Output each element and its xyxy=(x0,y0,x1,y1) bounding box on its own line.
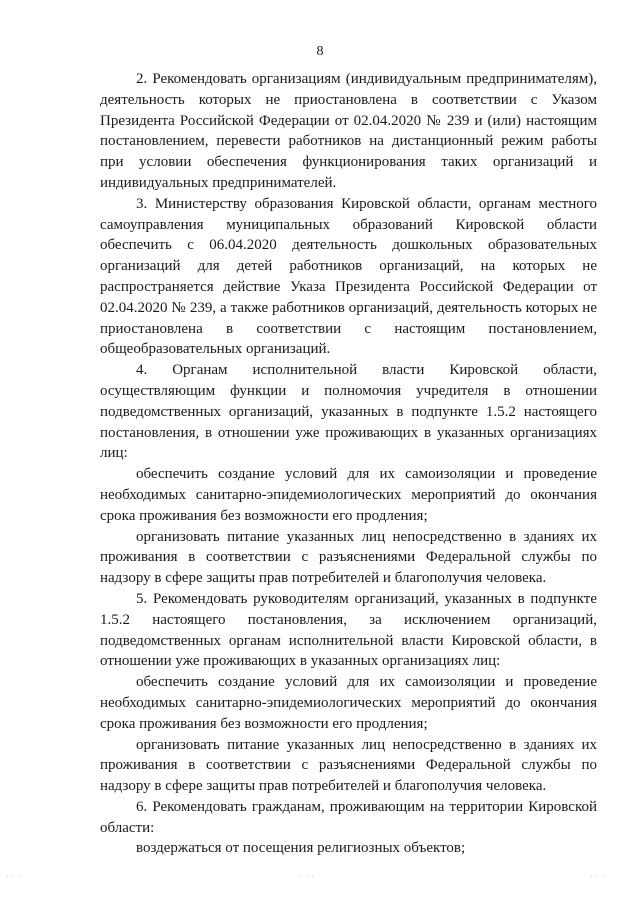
paragraph-4-executive-bodies: 4. Органам исполнительной власти Кировской области, осуществляющим функции и полномочия учредителя в отношении подведомственных организаций, указанных в подпункте 1.5.2 настоящего постановления, в отношении уже проживающих в указанных организациях лиц: xyxy=(100,362,597,462)
paragraph-5-heads-of-organizations: 5. Рекомендовать руководителям организаций, указанных в подпункте 1.5.2 настоящего постановления, за исключением организаций, подведомственных органам исполнительной власти Кировской области, в отношении уже проживающих в указанных организациях лиц: xyxy=(100,590,597,670)
page-number: 8 xyxy=(316,44,324,59)
paragraph-2-remote-work: 2. Рекомендовать организациям (индивидуальным предпринимателям), деятельность которых не приостановлена в соответствии с Указом Президента Российской Федерации от 02.04.2020 № 239 и (или) настоящим постановлением, перевести работников на дистанционный режим работы при условии обеспечения функционирования таких организаций и индивидуальных предпринимателей. xyxy=(100,71,597,191)
paragraph-6-religious-sites: воздержаться от посещения религиозных объектов; xyxy=(136,840,466,857)
scan-mark-center: . . . xyxy=(300,870,315,879)
scan-mark-left: . . . xyxy=(6,870,21,879)
paragraph-4-self-isolation: обеспечить создание условий для их самоизоляции и проведение необходимых санитарно-эпидемиологических мероприятий до окончания срока проживания без возможности его продления; xyxy=(100,466,597,524)
scan-mark-right: . . . xyxy=(590,870,605,879)
paragraph-5-self-isolation: обеспечить создание условий для их самоизоляции и проведение необходимых санитарно-эпидемиологических мероприятий до окончания срока проживания без возможности его продления; xyxy=(100,674,597,732)
paragraph-6-citizens: 6. Рекомендовать гражданам, проживающим на территории Кировской области: xyxy=(100,798,597,836)
paragraph-3-preschool: 3. Министерству образования Кировской области, органам местного самоуправления муниципальных образований Кировской области обеспечить с 06.04.2020 деятельность дошкольных образовательных организаций для детей работников организаций, на которых не распространяется действие Указа Президента Российской Федерации от 02.04.2020 № 239, а также работников организаций, деятельность которых не приостановлена в соответствии с настоящим постановлением, общеобразовательных организаций. xyxy=(100,195,597,358)
paragraph-4-meals: организовать питание указанных лиц непосредственно в зданиях их проживания в соответствии с разъяснениями Федеральной службы по надзору в сфере защиты прав потребителей и благополучия человека. xyxy=(100,528,597,587)
document-body xyxy=(100,69,597,859)
paragraph-5-meals: организовать питание указанных лиц непосредственно в зданиях их проживания в соответствии с разъяснениями Федеральной службы по надзору в сфере защиты прав потребителей и благополучия человека. xyxy=(100,736,597,795)
